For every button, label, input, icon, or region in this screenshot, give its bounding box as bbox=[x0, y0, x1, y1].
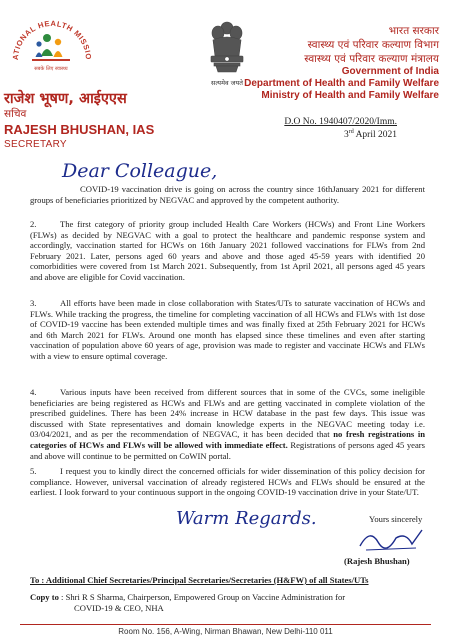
paragraph-1: COVID-19 vaccination drive is going on across the country since 16thJanuary 2021 for different groups of beneficiaries prioritized by NEGVAC and approved by the competent authority. bbox=[30, 184, 425, 205]
paragraph-4: 4. Various inputs have been received from different sources that in some of the CVCs, some ineligible beneficiaries are being registered as HCWs and FLWs and are getting vaccinated in complete violation of the prescribed guidelines. There has been 24% increase in HCW database in the past few days. This issue was discussed with State representatives and domain knowledge experts in the NEGVAC meeting today i.e. 03/04/2021, and as per the recommendation of NEGVAC, it has been decided that no fresh registrations in categories of HCWs and FLWs will be allowed with immediate effect. Registrations of persons aged 45 years and above will continue to be permitted on CoWIN portal. bbox=[30, 387, 426, 461]
salutation: Dear Colleague, bbox=[62, 160, 218, 182]
paragraph-3: 3. All efforts have been made in close collaboration with States/UTs to saturate vaccination of HCWs and FLWs. While tracking the progress, the timeline for completing vaccination of all HCWs and FLWs with 1st dose of COVID-19 vaccine has been extended multiple times and was finally fixed at 25th February 2021 for HCWs and 6th March 2021 for FLWs. Around one month has elapsed since these timelines and even after starting vaccination of population above 60 years of age, provision was made to register and vaccinate HCWs and FLWs with a view to ensure optimal coverage. bbox=[30, 298, 425, 361]
paragraph-2: 2. The first category of priority group included Health Care Workers (HCWs) and Front Line Workers (FLWs) as decided by NEGVAC with a goal to protect the healthcare and pandemic response system and accordingly, vaccination started for HCWs on 16th January 2021 followed vaccinations for FLWs from 2nd February 2021. Later, persons aged 60 years and above and those aged 45-59 years with identified 20 comorbidities were covered from 1st March 2021. Subsequently, from 1st April 2021, all persons aged 45 years and above are eligible for Covid vaccination. bbox=[30, 219, 425, 282]
government-address-block bbox=[209, 24, 439, 102]
govt-line1: Government of India bbox=[341, 66, 439, 77]
nhm-logo bbox=[4, 8, 98, 90]
paragraph-number: 2. bbox=[30, 219, 37, 229]
svg-text:सबके लिए स्वास्थ्य: सबके लिए स्वास्थ्य bbox=[34, 66, 68, 72]
footer-address: Room No. 156, A-Wing, Nirman Bhawan, New Delhi-110 011 bbox=[118, 627, 333, 636]
sender-designation-hindi: सचिव bbox=[4, 108, 27, 120]
paragraph-5: 5. I request you to kindly direct the concerned officials for wider dissemination of this policy decision for compliance. However, universal vaccination of already registered HCWs and FLWs should be ensured at the earliest. I look forward to your continuous support in the ongoing COVID-19 vaccination drive in your State/UT. bbox=[30, 466, 425, 498]
copy-to: Copy to : Shri R S Sharma, Chairperson, Empowered Group on Vaccine Administration for COVID-19 & CEO, NHA bbox=[30, 592, 346, 613]
warm-regards-handwritten: Warm Regards. bbox=[176, 508, 317, 529]
emblem-caption: सत्यमेव जयते bbox=[211, 79, 243, 87]
footer-divider bbox=[20, 624, 431, 625]
govt-line2: Department of Health and Family Welfare bbox=[244, 78, 439, 89]
govt-line1-hindi: भारत सरकार bbox=[388, 25, 439, 37]
logo-arc-text: ATIONAL HEALTH MISSIO bbox=[10, 18, 94, 61]
policy-decision-text: no fresh registrations in categories of HCWs and FLWs will be allowed with immediate effect. bbox=[30, 429, 425, 450]
signature-icon bbox=[356, 524, 426, 554]
reference-number: D.O No. 1940407/2020/Imm. bbox=[284, 117, 397, 127]
sender-name: RAJESH BHUSHAN, IAS bbox=[4, 122, 155, 137]
sender-name-hindi: राजेश भूषण, आईएएस bbox=[4, 91, 127, 107]
govt-line2-hindi: स्वास्थ्य एवं परिवार कल्याण विभाग bbox=[307, 39, 439, 51]
govt-line3-hindi: स्वास्थ्य एवं परिवार कल्याण मंत्रालय bbox=[304, 53, 439, 65]
sender-designation: SECRETARY bbox=[4, 139, 67, 150]
paragraph-number: 3. bbox=[30, 298, 37, 308]
signer-name: (Rajesh Bhushan) bbox=[344, 556, 410, 566]
paragraph-number: 4. bbox=[30, 387, 37, 397]
paragraph-number: 5. bbox=[30, 466, 37, 476]
yours-sincerely: Yours sincerely bbox=[369, 514, 423, 524]
govt-line3: Ministry of Health and Family Welfare bbox=[261, 90, 439, 101]
letter-date: 3rd April 2021 bbox=[343, 129, 397, 141]
copy-to-label: Copy to bbox=[30, 592, 59, 602]
to-addressees: To : Additional Chief Secretaries/Principal Secretaries/Secretaries (H&FW) of all States/UTs bbox=[30, 575, 369, 585]
